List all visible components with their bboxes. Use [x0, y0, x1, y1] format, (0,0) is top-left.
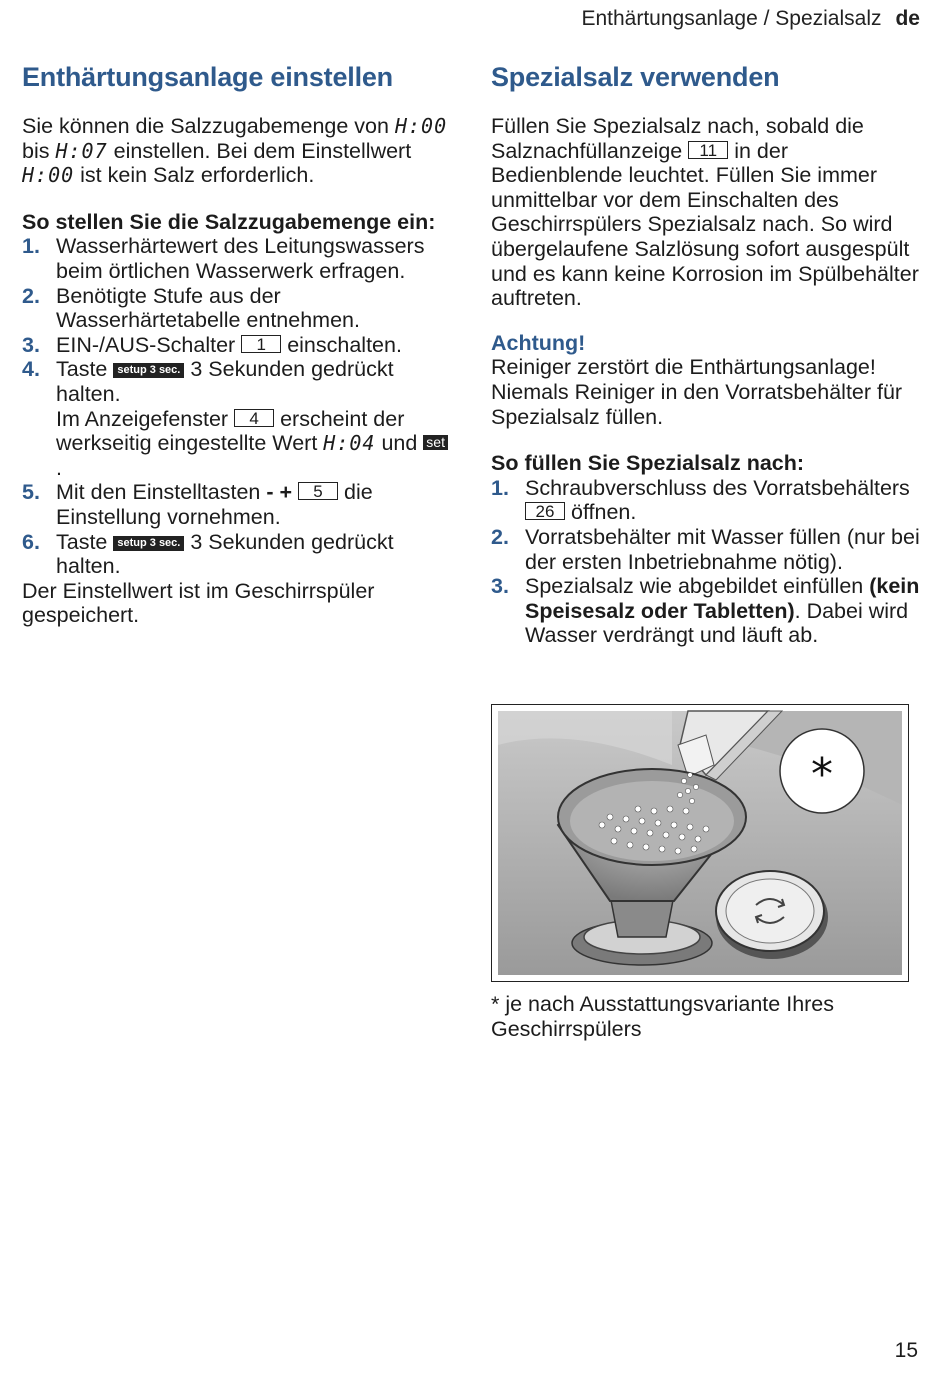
step-text: Taste [56, 529, 108, 554]
setup-button-label: setup 3 sec. [113, 363, 184, 378]
step-text: Mit den Einstelltasten [56, 480, 261, 505]
step-text: Taste [56, 357, 108, 382]
list-item [22, 284, 452, 333]
step-text: Benötigte Stufe aus der Wasserhärtetabelle entnehmen. [56, 283, 360, 333]
page-number: 15 [894, 1339, 918, 1362]
step-text: . Dabei wird Wasser verdrängt und läuft ab. [525, 598, 909, 648]
reference-number-box: 5 [298, 482, 338, 500]
list-item [22, 357, 452, 480]
intro-text: ist kein Salz erforderlich. [80, 163, 315, 188]
step-text: Spezialsalz wie abgebildet einfüllen [525, 574, 864, 599]
softening-intro [22, 114, 452, 188]
step-text: . [56, 455, 62, 480]
step-text: einschalten. [287, 332, 402, 357]
step-text: Im Anzeigefenster [56, 406, 229, 431]
step-number: 1. [491, 475, 509, 500]
reference-number-box: 11 [688, 141, 728, 159]
left-column [22, 60, 452, 628]
right-column [491, 60, 921, 648]
intro-text: Sie können die Salzzugabemenge von [22, 114, 389, 138]
list-item [22, 480, 452, 529]
step-text: Wasserhärtewert des Leitungswassers beim örtlichen Wasserwerk erfragen. [56, 234, 425, 283]
list-item [491, 476, 921, 525]
section-title-salt: Spezialsalz verwenden [491, 62, 780, 92]
step-text: 3 Sekunden gedrückt halten. [56, 357, 394, 406]
display-value: H:07 [55, 138, 108, 163]
step-text: öffnen. [570, 500, 637, 525]
step-number: 3. [22, 332, 40, 357]
display-value: H:00 [394, 114, 448, 138]
header-language: de [895, 7, 920, 30]
salt-intro [491, 114, 921, 311]
funnel-inside [570, 781, 734, 861]
step-number: 5. [22, 480, 40, 505]
setup-button-label: setup 3 sec. [113, 536, 184, 551]
reference-number-box: 1 [241, 335, 281, 353]
warning-title: Achtung! [491, 330, 586, 355]
funnel-illustration-svg [492, 705, 908, 981]
adjust-outro: Der Einstellwert ist im Geschirrspüler gespeichert. [22, 578, 375, 628]
list-item [22, 333, 452, 358]
list-item [22, 234, 452, 283]
intro-text: Füllen Sie Spezialsalz nach, sobald die Salznachfüllanzeige [491, 114, 864, 163]
page-header [581, 7, 920, 31]
display-value: H:00 [22, 163, 75, 188]
section-title-softening: Enthärtungsanlage einstellen [22, 62, 393, 92]
illustration-footnote: * je nach Ausstattungsvariante Ihres Geschirrspülers [491, 992, 835, 1041]
optional-variant-asterisk: * [811, 749, 833, 800]
step-number: 4. [22, 357, 40, 382]
step-number: 6. [22, 529, 40, 554]
list-item [491, 525, 921, 574]
step-number: 1. [22, 234, 40, 259]
display-value: H:04 [323, 431, 376, 456]
step-text: 3 Sekunden gedrückt halten. [56, 529, 394, 579]
step-text-emphasis: (kein Speisesalz oder Tabletten) [525, 574, 920, 623]
reference-number-box: 26 [525, 502, 565, 520]
step-number: 2. [22, 283, 40, 308]
step-text: Vorratsbehälter mit Wasser füllen (nur bei der ersten Inbetriebnahme nötig). [525, 524, 920, 574]
step-number: 3. [491, 574, 509, 599]
set-button-label: set [423, 435, 448, 450]
subheading-refill: So füllen Sie Spezialsalz nach: [491, 451, 805, 476]
step-text: die Einstellung vornehmen. [56, 480, 373, 529]
refill-steps-list [491, 476, 921, 648]
step-text: EIN-/AUS-Schalter [56, 332, 236, 357]
adjust-steps-list [22, 234, 452, 578]
intro-text: in der Bedienblende leuchtet. Füllen Sie immer unmittelbar vor dem Einschalten des Geschirrspülers Spezialsalz nach. So wird übergelaufene Salzlösung sofort ausgespült und es kann keine Korrosion im Spülbehälter auftreten. [491, 138, 919, 311]
adjust-keys-label: - + [266, 480, 293, 505]
step-text: Schraubverschluss des Vorratsbehälters [525, 475, 910, 500]
reference-number-box: 4 [234, 409, 274, 427]
subheading-adjust: So stellen Sie die Salzzugabemenge ein: [22, 209, 436, 234]
salt-filling-illustration [491, 704, 909, 982]
step-number: 2. [491, 524, 509, 549]
header-section-title: Enthärtungsanlage / Spezialsalz [581, 7, 882, 30]
intro-text: einstellen. Bei dem Einstellwert [113, 138, 412, 163]
list-item [491, 574, 921, 648]
screw-cap-top [726, 879, 814, 943]
screw-cap [716, 871, 828, 959]
step-text: erscheint der werkseitig eingestellte Wert [56, 406, 405, 456]
warning-text: Reiniger zerstört die Enthärtungsanlage! Niemals Reiniger in den Vorratsbehälter für Spezialsalz füllen. [491, 355, 903, 429]
step-text: und [381, 431, 418, 456]
list-item [22, 530, 452, 579]
intro-text: bis [22, 138, 50, 163]
